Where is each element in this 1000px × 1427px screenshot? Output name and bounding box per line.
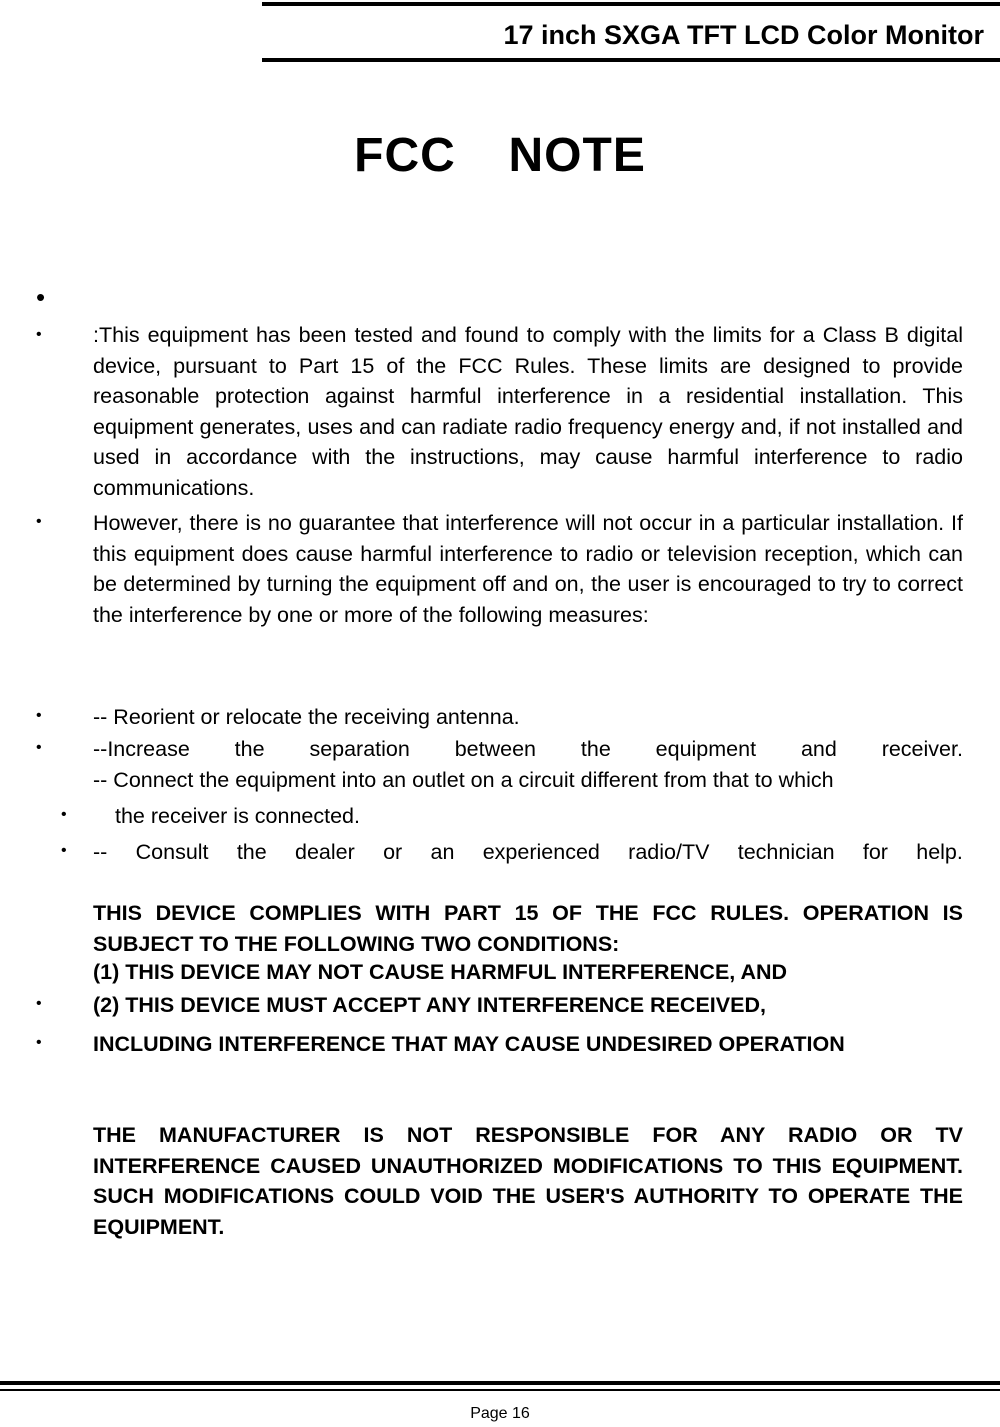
bullet-empty: •	[36, 282, 46, 312]
compliance-condition-2: (2) THIS DEVICE MUST ACCEPT ANY INTERFERENCE RECEIVED,	[93, 993, 766, 1017]
word: for	[862, 840, 888, 864]
word: an	[430, 840, 455, 864]
footer-rule-thick	[0, 1381, 1000, 1385]
bullet-c3: •	[36, 995, 42, 1012]
page-number: Page 16	[470, 1405, 530, 1422]
word: help.	[916, 840, 963, 864]
page-title: FCC NOTE	[354, 129, 646, 182]
word: or	[383, 840, 403, 864]
word: and	[800, 737, 837, 761]
header-bottom-rule	[262, 58, 1000, 62]
word: --Increase	[93, 737, 190, 761]
compliance-statement: THIS DEVICE COMPLIES WITH PART 15 OF THE FCC RULES. OPERATION IS SUBJECT TO THE FOLLOWING TWO CONDITIONS:	[93, 901, 963, 956]
word: between	[454, 737, 537, 761]
header-top-rule	[262, 2, 1000, 6]
bullet-m1: •	[36, 707, 42, 724]
measure-reorient-antenna: -- Reorient or relocate the receiving antenna.	[93, 705, 520, 729]
manufacturer-disclaimer: THE MANUFACTURER IS NOT RESPONSIBLE FOR ANY RADIO OR TV INTERFERENCE CAUSED UNAUTHORIZED MODIFICATIONS TO THIS EQUIPMENT. SUCH MODIFICATIONS COULD VOID THE USER'S AUTHORITY TO OPERATE THE EQUIPMENT.	[93, 1123, 963, 1239]
word: the	[236, 840, 267, 864]
word: Consult	[135, 840, 209, 864]
measure-connect-outlet: -- Connect the equipment into an outlet on a circuit different from that to which	[93, 768, 834, 792]
bullet-p2: •	[36, 513, 42, 530]
bullet-m5: •	[61, 842, 67, 859]
bullet-p1: •	[36, 326, 42, 343]
word: receiver.	[881, 737, 963, 761]
compliance-undesired-operation: INCLUDING INTERFERENCE THAT MAY CAUSE UNDESIRED OPERATION	[93, 1032, 845, 1056]
measure-consult-dealer	[93, 837, 963, 868]
word: radio/TV	[628, 840, 710, 864]
bullet-m4: •	[61, 806, 67, 823]
compliance-condition-1: (1) THIS DEVICE MAY NOT CAUSE HARMFUL INTERFERENCE, AND	[93, 960, 788, 984]
footer-rule-thin	[0, 1389, 1000, 1391]
measure-increase-separation	[93, 734, 963, 765]
word: dealer	[295, 840, 355, 864]
header-title: 17 inch SXGA TFT LCD Color Monitor	[503, 20, 984, 50]
word: the	[580, 737, 611, 761]
paragraph-no-guarantee: However, there is no guarantee that interference will not occur in a particular installation. If this equipment does cause harmful interference to radio or television reception, which can be determined by turning the equipment off and on, the user is encouraged to try to correct the interference by one or more of the following measures:	[93, 511, 963, 627]
word: technician	[737, 840, 835, 864]
paragraph-class-b-compliance: :This equipment has been tested and found to comply with the limits for a Class B digital device, pursuant to Part 15 of the FCC Rules. These limits are designed to provide reasonable protection against harmful interference in a residential installation. This equipment generates, uses and can radiate radio frequency energy and, if not installed and used in accordance with the instructions, may cause harmful interference to radio communications.	[93, 323, 963, 500]
word: equipment	[655, 737, 757, 761]
bullet-c4: •	[36, 1034, 42, 1051]
word: experienced	[482, 840, 600, 864]
word: --	[93, 840, 108, 864]
bullet-m2: •	[36, 739, 42, 756]
word: separation	[309, 737, 410, 761]
word: the	[234, 737, 265, 761]
measure-receiver-connected: the receiver is connected.	[115, 804, 360, 828]
